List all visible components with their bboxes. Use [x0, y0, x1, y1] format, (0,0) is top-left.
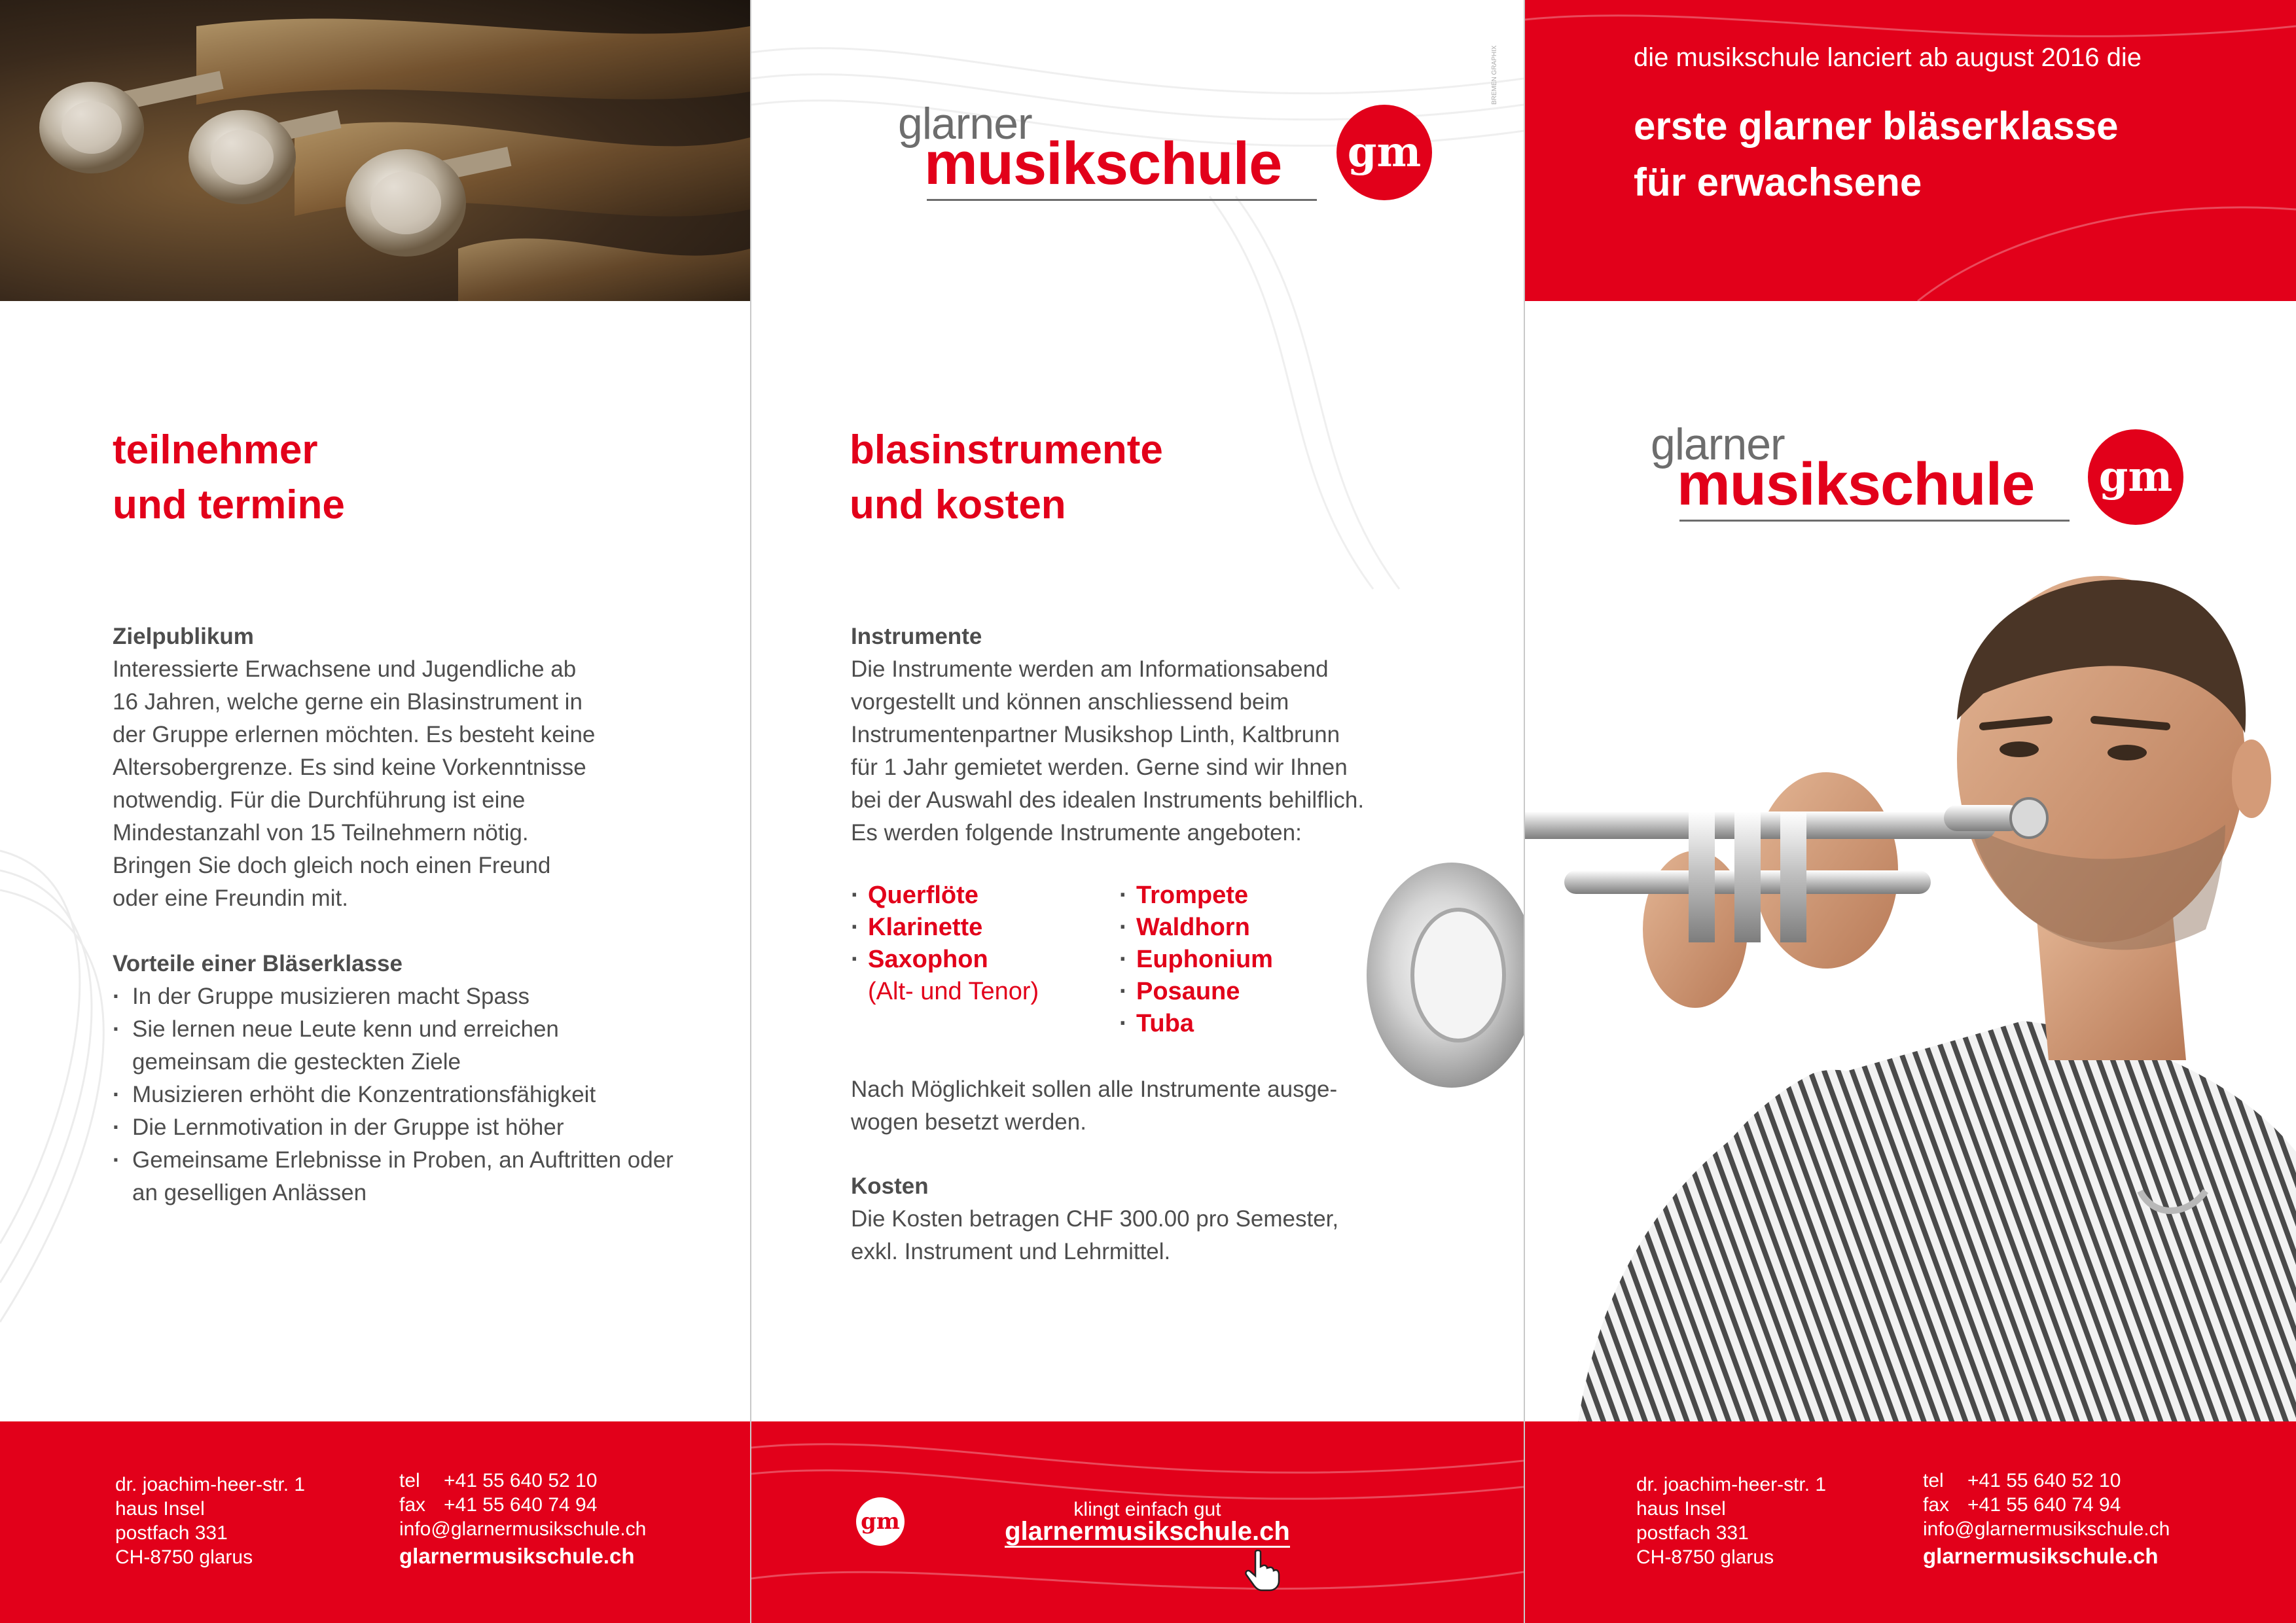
contact-block: tel +41 55 640 52 10 fax +41 55 640 74 94 info@glarnermusikschule.ch glarnermusikschule.ch	[1923, 1470, 2170, 1568]
footer	[0, 1421, 750, 1623]
logo-mark-icon: gm	[856, 1497, 905, 1546]
intro-text: die musikschule lanciert ab august 2016 die	[1634, 43, 2142, 72]
instrument-list-right	[1119, 880, 1273, 1040]
section-title: Zielpublikum	[113, 624, 254, 649]
page-title: erste glarner bläserklasse für erwachsene	[1634, 104, 2119, 204]
list-item: · In der Gruppe musizieren macht Spass	[113, 980, 689, 1013]
section-title: Vorteile einer Bläserklasse	[113, 951, 403, 976]
list-item: · Posaune	[1119, 976, 1273, 1008]
list-item: · Saxophon	[851, 944, 1039, 976]
logo: glarner musikschule gm	[1651, 419, 2272, 537]
tagline: klingt einfach gut	[1073, 1499, 1221, 1520]
trumpet-bell	[1360, 857, 1524, 1093]
contact-block: tel +41 55 640 52 10 fax +41 55 640 74 94 info@glarnermusikschule.ch glarnermusikschule.ch	[399, 1470, 647, 1568]
website-link[interactable]: glarnermusikschule.ch	[1923, 1544, 2159, 1568]
instrumente-section	[851, 620, 1479, 849]
section-title: Kosten	[851, 1173, 929, 1199]
list-item: · Musizieren erhöht die Konzentrationsfähigkeit	[113, 1079, 689, 1111]
vorteile-section	[113, 948, 689, 1209]
list-item: · Waldhorn	[1119, 912, 1273, 944]
address-block: dr. joachim-heer-str. 1 haus Insel postfach 331 CH-8750 glarus	[115, 1474, 306, 1568]
list-item: · Tuba	[1119, 1008, 1273, 1040]
paragraph: Die Instrumente werden am Informationsabend vorgestellt und können anschliessend beim Instrumentenpartner Musikshop Linth, Kaltbrunn für 1 Jahr gemietet werden. Gerne sind wir Ihnen bei der Auswahl des idealen Instruments behilflich. Es werden folgende Instrumente angeboten:	[851, 656, 1365, 846]
footer	[1525, 1421, 2296, 1623]
paragraph: Nach Möglichkeit sollen alle Instrumente ausge- wogen besetzt werden.	[851, 1077, 1338, 1135]
website-link[interactable]: glarnermusikschule.ch	[399, 1544, 635, 1568]
instrument-note: (Alt- und Tenor)	[868, 978, 1039, 1005]
list-item: · Sie lernen neue Leute kenn und erreichen gemeinsam die gesteckten Ziele	[113, 1013, 623, 1079]
side-credit: BREMEN GRAPHIX	[1491, 45, 1498, 105]
vorteile-list	[113, 980, 689, 1209]
hand-cursor-icon	[1244, 1550, 1280, 1592]
fax-number: +41 55 640 74 94	[1967, 1494, 2121, 1516]
address-block: dr. joachim-heer-str. 1 haus Insel postfach 331 CH-8750 glarus	[1636, 1474, 1827, 1568]
panel-middle	[751, 0, 1524, 1623]
paragraph: Die Kosten betragen CHF 300.00 pro Semester, exkl. Instrument und Lehrmittel.	[851, 1206, 1339, 1264]
list-item: · Euphonium	[1119, 944, 1273, 976]
website-link[interactable]: glarnermusikschule.ch	[1005, 1517, 1290, 1548]
footer	[751, 1421, 1524, 1623]
list-item: · Klarinette	[851, 912, 1039, 944]
phone-number[interactable]: +41 55 640 52 10	[1967, 1470, 2121, 1491]
list-item: · Trompete	[1119, 880, 1273, 912]
paragraph: Interessierte Erwachsene und Jugendliche ab 16 Jahren, welche gerne ein Blasinstrument in der Gruppe erlernen möchten. Es besteht keine Altersobergrenze. Es sind keine Vorkenntnisse notwendig. Für die Durchführung ist eine Mindestanzahl von 15 Teilnehmern nötig. Bringen Sie doch gleich noch einen Freund oder eine Freundin mit.	[113, 656, 596, 911]
kosten-section	[851, 1170, 1479, 1268]
phone-number[interactable]: +41 55 640 52 10	[444, 1470, 598, 1491]
email-link[interactable]: info@glarnermusikschule.ch	[1923, 1518, 2170, 1540]
panel-right	[1525, 0, 2296, 1623]
brass-valves-photo	[0, 0, 750, 301]
logo-mark-icon: gm	[1336, 105, 1432, 200]
list-item: · Gemeinsame Erlebnisse in Proben, an Auftritten oder an geselligen Anlässen	[113, 1144, 675, 1209]
list-item: · Die Lernmotivation in der Gruppe ist höher	[113, 1111, 689, 1144]
section-title: Instrumente	[851, 624, 982, 649]
logo-mark-icon: gm	[2088, 429, 2183, 525]
title-band	[1525, 0, 2296, 301]
page-title: blasinstrumente und kosten	[850, 427, 1163, 527]
email-link[interactable]: info@glarnermusikschule.ch	[399, 1518, 647, 1540]
panel-left	[0, 0, 750, 1623]
trumpet-player-photo	[1525, 563, 2296, 1427]
page-title: teilnehmer und termine	[113, 427, 345, 527]
zielpublikum-section	[113, 620, 702, 915]
fax-number: +41 55 640 74 94	[444, 1494, 598, 1516]
logo: glarner musikschule gm	[898, 98, 1520, 216]
list-item: · Querflöte	[851, 880, 1039, 912]
instrument-list-left	[851, 880, 1039, 1008]
